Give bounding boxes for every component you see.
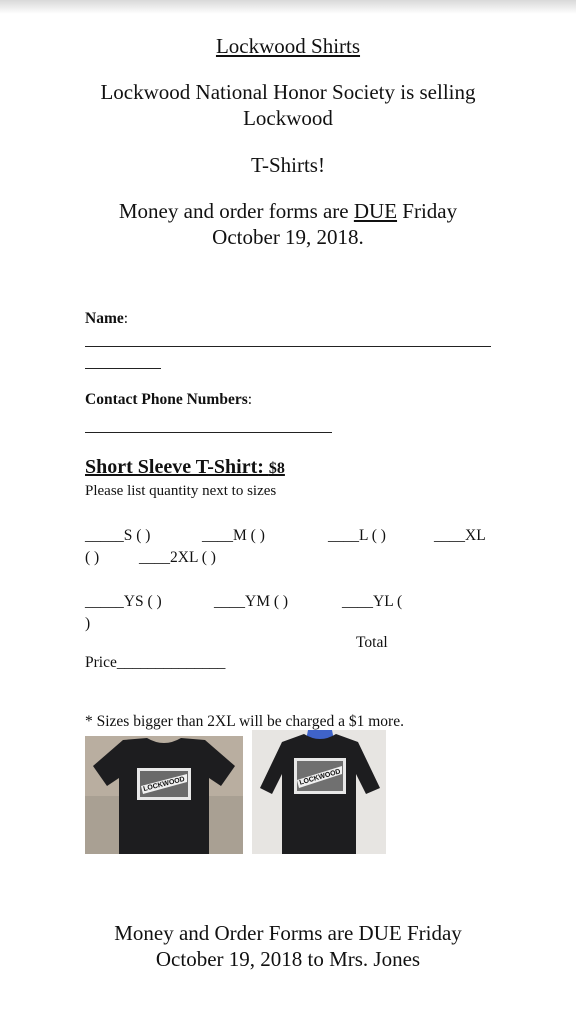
- size-l[interactable]: [328, 527, 386, 545]
- shirt-heading-text: Short Sleeve T-Shirt:: [85, 456, 269, 478]
- name-underline-1[interactable]: [85, 346, 491, 347]
- price-blank: ______________: [116, 654, 226, 671]
- phone-label: Contact Phone Numbers: [85, 391, 248, 408]
- size-2xl-blank: ____: [139, 549, 170, 566]
- size-yl-label: YL (: [373, 593, 403, 610]
- phone-label-line: [85, 391, 252, 409]
- size-ys-label: YS ( ): [123, 593, 162, 610]
- size-l-blank: ____: [328, 527, 359, 544]
- intro-line-3: T-Shirts!: [251, 153, 325, 177]
- size-2xl[interactable]: [139, 549, 216, 567]
- phone-underline[interactable]: [85, 432, 332, 433]
- size-surcharge-note: * Sizes bigger than 2XL will be charged a $1 more.: [85, 713, 404, 730]
- footer-line-1: Money and Order Forms are DUE Friday: [114, 921, 462, 945]
- size-xl[interactable]: [434, 527, 486, 545]
- shirt-worn-illustration: [252, 730, 386, 854]
- size-2xl-label: 2XL ( ): [170, 549, 216, 566]
- due-prefix: Money and order forms are: [118, 199, 354, 223]
- size-s[interactable]: [85, 527, 150, 545]
- size-ys[interactable]: [85, 593, 162, 611]
- due-word: DUE: [353, 199, 398, 223]
- shirt-price: $8: [268, 460, 285, 477]
- intro-line-2: Lockwood: [243, 106, 333, 130]
- size-ym-blank: ____: [214, 593, 245, 610]
- shirt-photo-worn: [252, 730, 386, 854]
- name-underline-2[interactable]: [85, 368, 161, 369]
- total-label: Total: [356, 634, 388, 651]
- page-title: Lockwood Shirts: [215, 34, 361, 58]
- svg-text:LOCKWOOD: LOCKWOOD: [298, 768, 342, 787]
- total-price-field[interactable]: [85, 654, 225, 672]
- size-yl-blank: ____: [342, 593, 373, 610]
- intro-line-1: Lockwood National Honor Society is selling: [100, 80, 476, 104]
- top-shadow: [0, 0, 576, 14]
- size-ym[interactable]: [214, 593, 288, 611]
- shirt-heading: [85, 456, 285, 479]
- size-s-label: S ( ): [123, 527, 151, 544]
- size-xl-label: XL: [465, 527, 486, 544]
- due-suffix: Friday: [397, 199, 458, 223]
- size-m-blank: ____: [202, 527, 233, 544]
- size-m[interactable]: [202, 527, 265, 545]
- price-label: Price: [85, 654, 117, 671]
- size-ys-blank: _____: [85, 593, 124, 610]
- instruction-text: Please list quantity next to sizes: [85, 483, 277, 499]
- footer-line-2: October 19, 2018 to Mrs. Jones: [155, 947, 421, 971]
- size-xl-wrap: ( ): [85, 549, 100, 566]
- size-l-label: L ( ): [359, 527, 386, 544]
- svg-text:LOCKWOOD: LOCKWOOD: [142, 775, 186, 794]
- name-colon: :: [123, 310, 129, 327]
- size-s-blank: _____: [85, 527, 124, 544]
- size-m-label: M ( ): [233, 527, 265, 544]
- size-yl[interactable]: [342, 593, 402, 611]
- due-date: October 19, 2018.: [212, 225, 364, 249]
- size-ym-label: YM ( ): [245, 593, 289, 610]
- shirt-flat-illustration: [85, 736, 243, 854]
- shirt-photo-flat: [85, 736, 243, 854]
- name-label-line: [85, 310, 128, 328]
- due-line: [0, 198, 576, 224]
- phone-colon: :: [247, 391, 253, 408]
- name-label: Name: [85, 310, 124, 327]
- size-yl-wrap: ): [85, 615, 91, 632]
- size-xl-blank: ____: [434, 527, 465, 544]
